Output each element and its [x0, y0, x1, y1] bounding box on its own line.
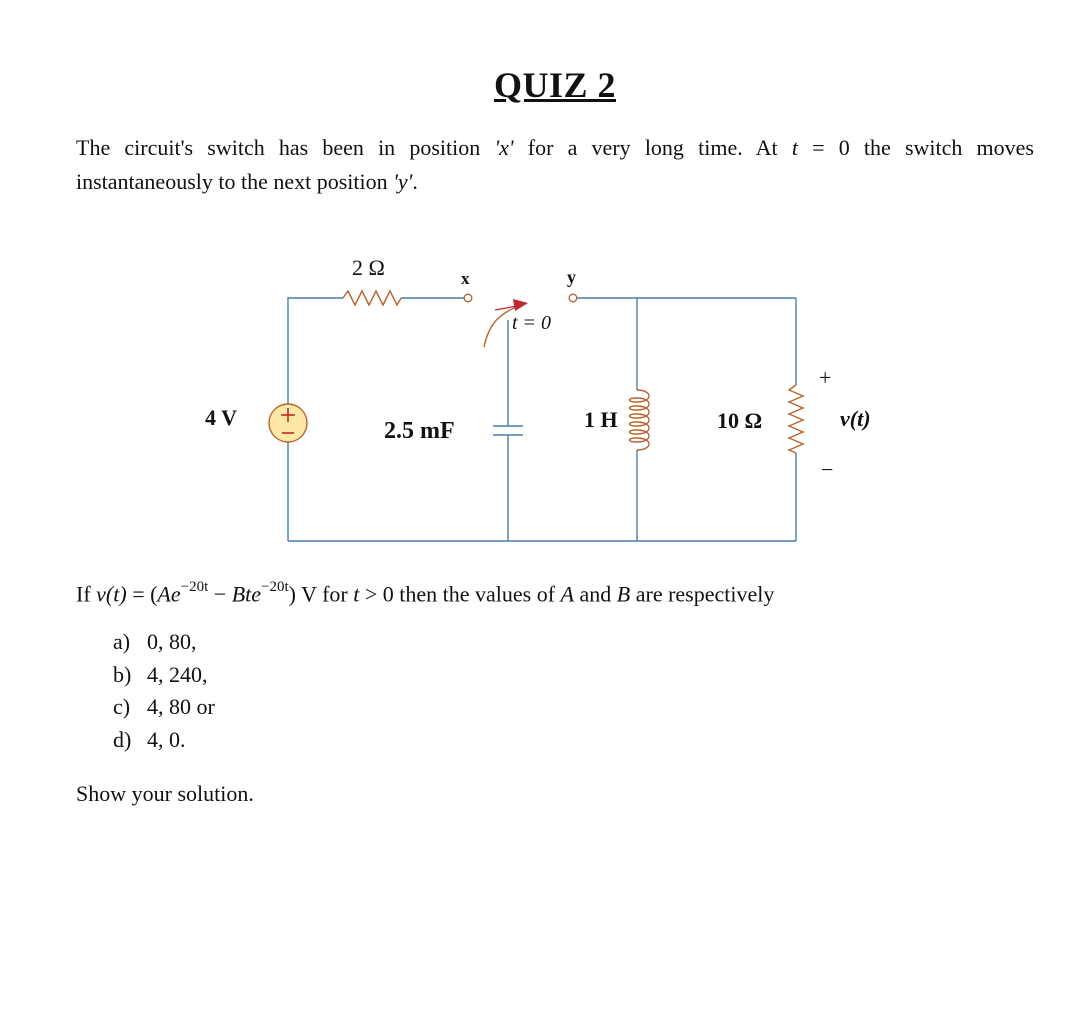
statement-line-1 — [76, 131, 1034, 165]
text-fragment: for a very long time. At — [513, 135, 792, 160]
position-y-text: 'y' — [393, 169, 413, 194]
resistor-2ohm — [343, 291, 401, 305]
switch-terminal-y — [569, 294, 577, 302]
label-switch-x: x — [461, 269, 470, 288]
label-vout-minus: − — [821, 457, 834, 482]
answer-options — [113, 626, 215, 756]
text-fragment: instantaneously to the next position — [76, 169, 394, 194]
option-text: 0, 80, — [147, 629, 197, 654]
text-fragment: = 0 the switch moves — [797, 135, 1034, 160]
quiz-title: QUIZ 2 — [493, 65, 617, 105]
text-fragment: The circuit's switch has been in position — [76, 135, 495, 160]
math-exponent: −20t — [261, 579, 289, 595]
text-fragment: ) V for — [288, 581, 354, 607]
option-text: 4, 0. — [147, 726, 186, 752]
math-a-var: A — [560, 581, 575, 607]
option-d — [113, 724, 215, 757]
text-fragment: . — [412, 169, 418, 194]
text-fragment: > 0 then the values of — [359, 581, 561, 607]
inductor-coil — [630, 390, 650, 450]
option-a — [113, 626, 215, 659]
label-r1: 2 Ω — [352, 255, 385, 280]
label-r2: 10 Ω — [717, 408, 763, 433]
option-letter: a) — [113, 629, 131, 654]
switch-arrow-icon — [513, 299, 528, 311]
question-text — [76, 572, 1056, 611]
position-x-text: 'x' — [494, 135, 514, 160]
math-b-var: B — [616, 581, 631, 607]
math-a-term: Ae — [157, 581, 181, 607]
text-fragment: = ( — [126, 581, 158, 607]
option-letter: b) — [113, 661, 132, 687]
math-b-term: Bte — [231, 581, 262, 607]
text-fragment: If — [76, 581, 97, 607]
text-fragment: and — [574, 581, 617, 607]
option-letter: c) — [113, 694, 131, 719]
problem-statement — [76, 131, 1034, 199]
math-t: t — [353, 581, 360, 607]
option-letter: d) — [113, 726, 132, 752]
label-switch-y: y — [567, 267, 576, 287]
label-inductor: 1 H — [584, 407, 618, 432]
label-vout: v(t) — [840, 406, 871, 431]
time-variable: t — [791, 135, 798, 160]
circuit-diagram — [195, 245, 915, 555]
option-text: 4, 80 or — [147, 694, 215, 719]
option-b — [113, 659, 215, 692]
text-fragment: − — [208, 581, 232, 607]
label-capacitor: 2.5 mF — [384, 418, 455, 444]
instruction-text: Show your solution. — [76, 781, 254, 806]
math-exponent: −20t — [180, 579, 209, 595]
label-source: 4 V — [205, 405, 237, 430]
label-vout-plus: + — [819, 365, 832, 390]
statement-line-2 — [76, 165, 1034, 199]
option-text: 4, 240, — [147, 661, 208, 687]
resistor-10ohm — [789, 385, 803, 453]
option-c — [113, 691, 215, 724]
switch-terminal-x — [464, 294, 472, 302]
label-switch-time: t = 0 — [512, 312, 552, 334]
wire-left-top — [288, 298, 343, 423]
math-vt: v(t) — [96, 581, 127, 607]
text-fragment: are respectively — [630, 581, 775, 607]
